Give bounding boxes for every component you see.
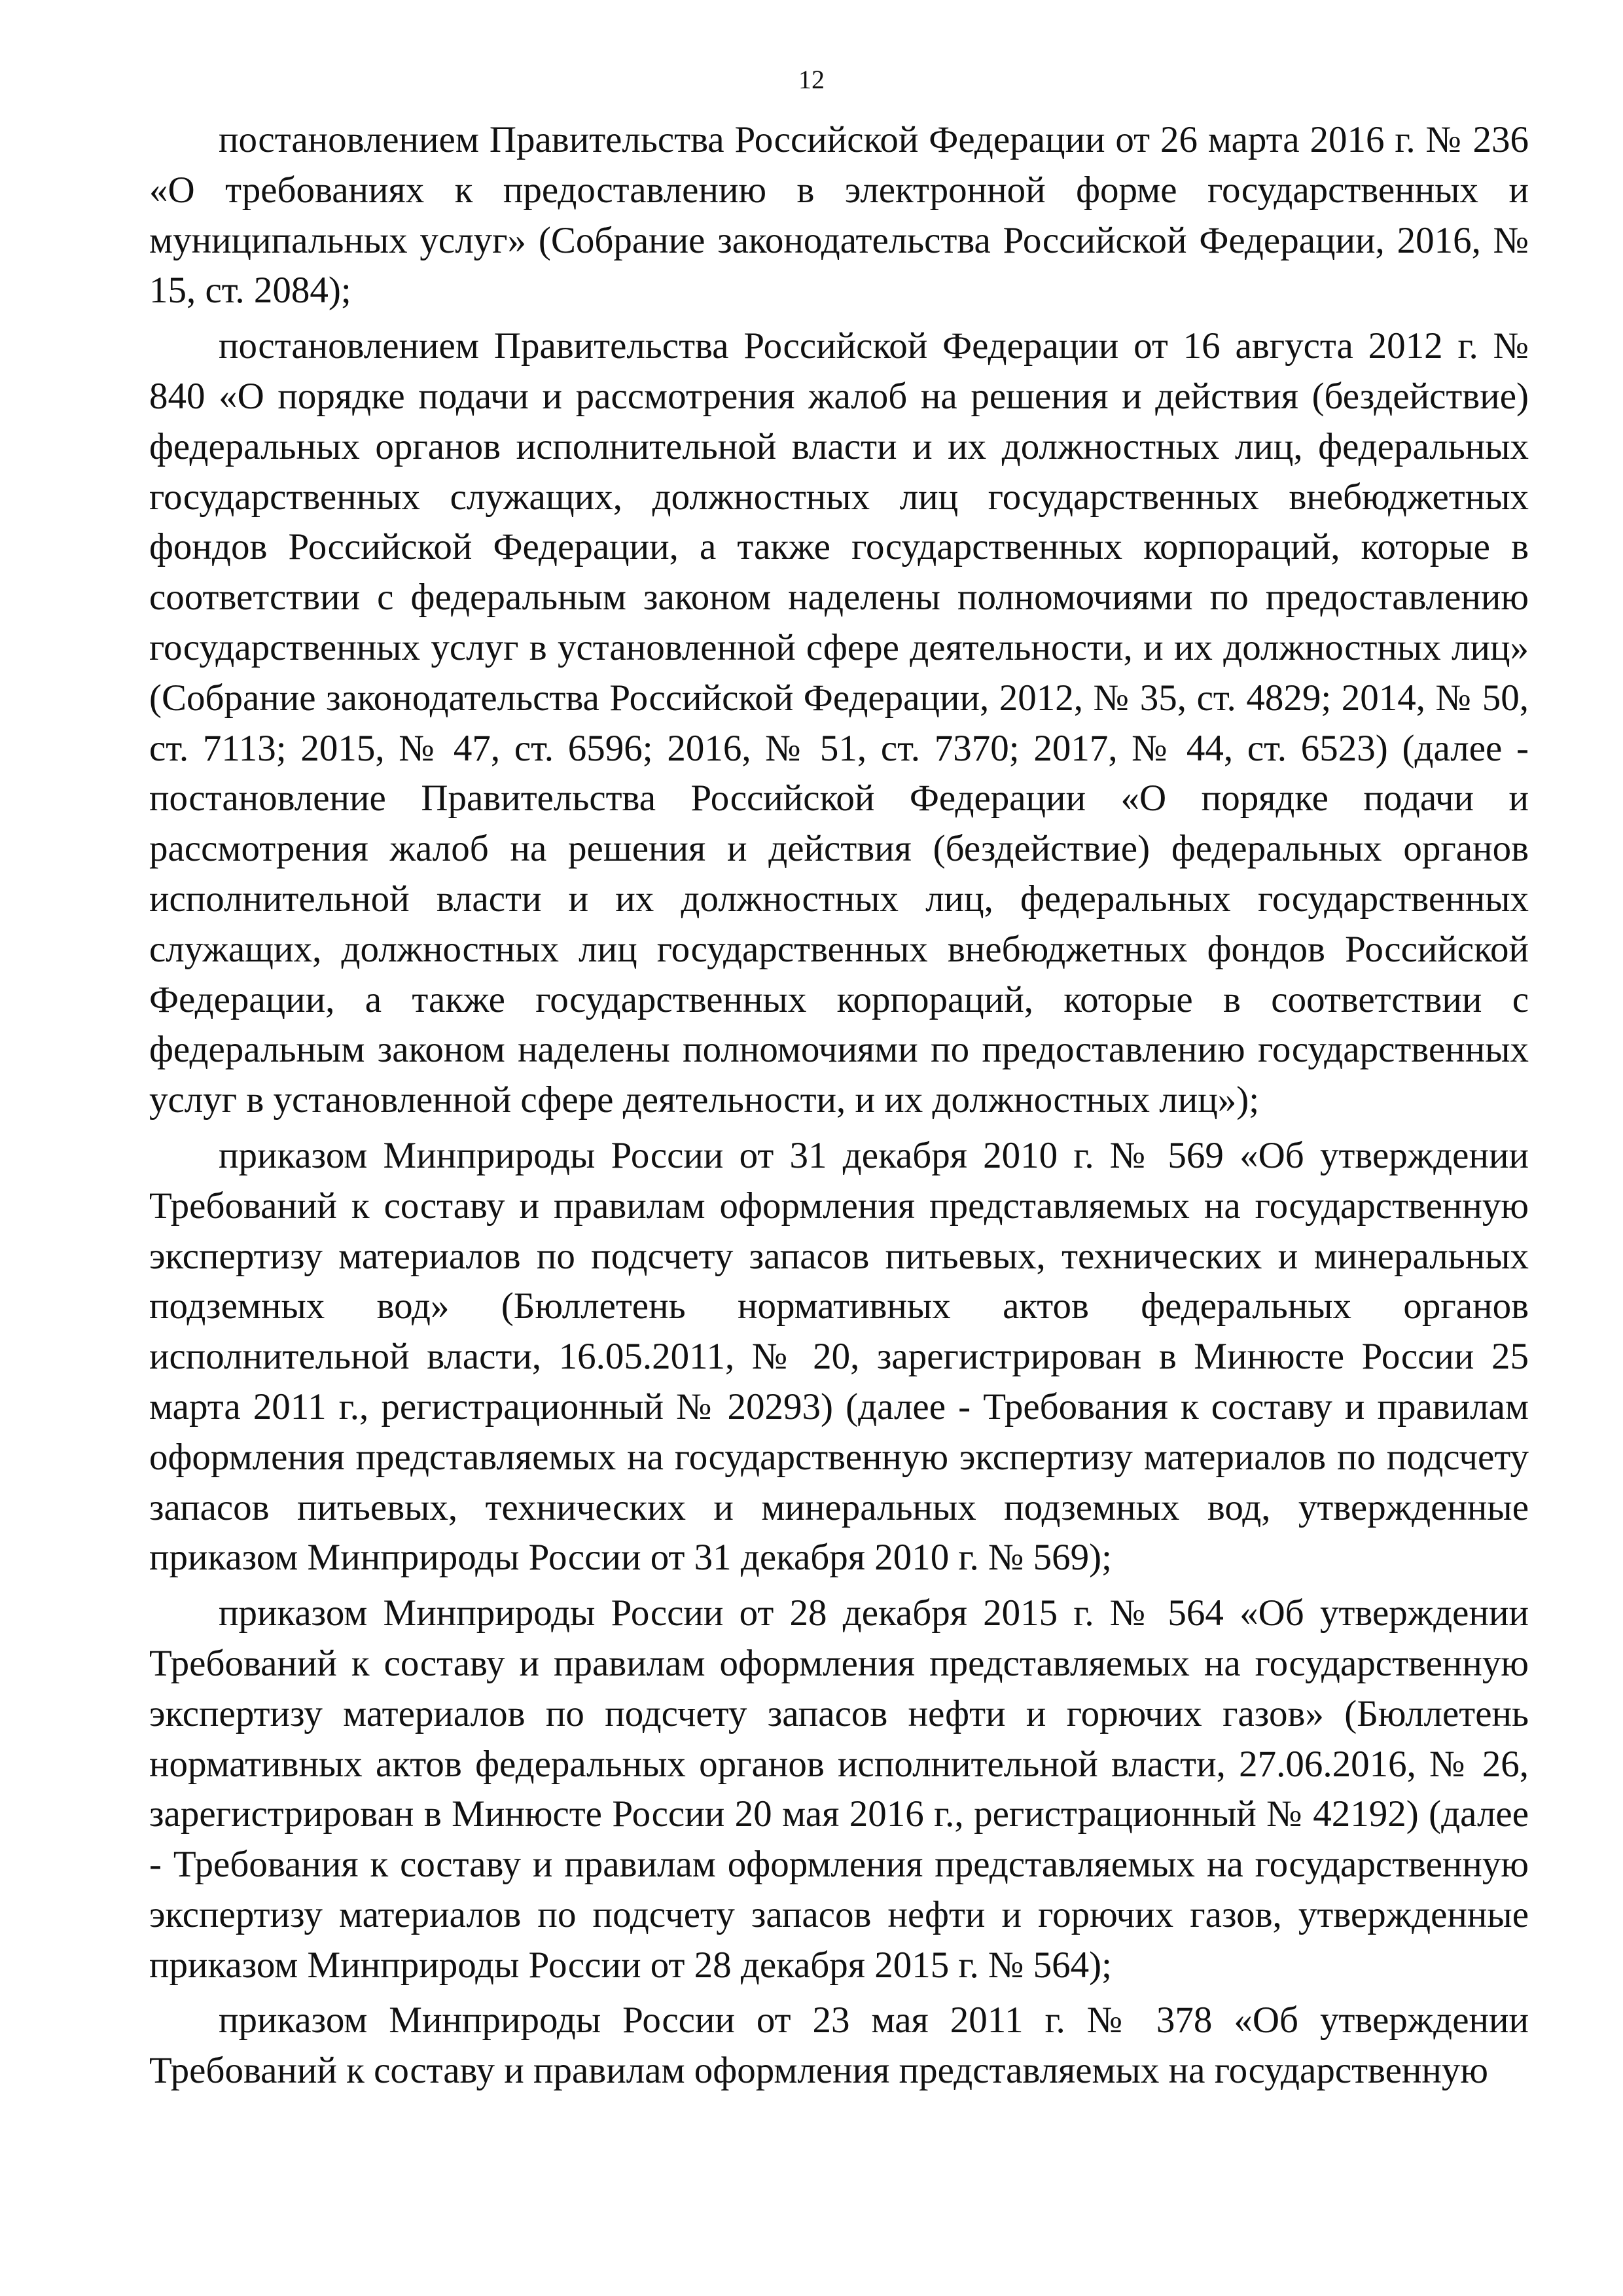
paragraph-order-378: приказом Минприроды России от 23 мая 2011 г. № 378 «Об утверждении Требований к составу и правилам оформления представляемых на государственную [149,2000,1529,2092]
paragraph-decree-840: постановлением Правительства Российской Федерации от 16 августа 2012 г. № 840 «О порядке подачи и рассмотрения жалоб на решения и действия (бездействие) федеральных органов исполнительной власти и их должностных лиц, федеральных государственных служащих, должностных лиц государственных внебюджетных фондов Российской Федерации, а также государственных корпораций, которые в соответствии с федеральным законом наделены полномочиями по предоставлению государственных услуг в установленной сфере деятельности, и их должностных лиц» (Собрание законодательства Российской Федерации, 2012, № 35, ст. 4829; 2014, № 50, ст. 7113; 2015, № 47, ст. 6596; 2016, № 51, ст. 7370; 2017, № 44, ст. 6523) (далее - постановление Правительства Российской Федерации «О порядке подачи и рассмотрения жалоб на решения и действия (бездействие) федеральных органов исполнительной власти и их должностных лиц, федеральных государственных служащих, должностных лиц государственных внебюджетных фондов Российской Федерации, а также государственных корпораций, которые в соответствии с федеральным законом наделены полномочиями по предоставлению государственных услуг в установленной сфере деятельности, и их должностных лиц»); [149,325,1529,1121]
paragraph-decree-236: постановлением Правительства Российской Федерации от 26 марта 2016 г. № 236 «О требованиях к предоставлению в электронной форме государственных и муниципальных услуг» (Собрание законодательства Российской Федерации, 2016, № 15, ст. 2084); [149,119,1529,312]
paragraph-order-564: приказом Минприроды России от 28 декабря 2015 г. № 564 «Об утверждении Требований к составу и правилам оформления представляемых на государственную экспертизу материалов по подсчету запасов нефти и горючих газов» (Бюллетень нормативных актов федеральных органов исполнительной власти, 27.06.2016, № 26, зарегистрирован в Минюсте России 20 мая 2016 г., регистрационный № 42192) (далее - Требования к составу и правилам оформления представляемых на государственную экспертизу материалов по подсчету запасов нефти и горючих газов, утвержденные приказом Минприроды России от 28 декабря 2015 г. № 564); [149,1592,1529,1986]
paragraph-order-569: приказом Минприроды России от 31 декабря 2010 г. № 569 «Об утверждении Требований к составу и правилам оформления представляемых на государственную экспертизу материалов по подсчету запасов питьевых, технических и минеральных подземных вод» (Бюллетень нормативных актов федеральных органов исполнительной власти, 16.05.2011, № 20, зарегистрирован в Минюсте России 25 марта 2011 г., регистрационный № 20293) (далее - Требования к составу и правилам оформления представляемых на государственную экспертизу материалов по подсчету запасов питьевых, технических и минеральных подземных вод, утвержденные приказом Минприроды России от 31 декабря 2010 г. № 569); [149,1134,1529,1579]
document-body [149,115,1529,2096]
page-number: 12 [798,65,825,94]
